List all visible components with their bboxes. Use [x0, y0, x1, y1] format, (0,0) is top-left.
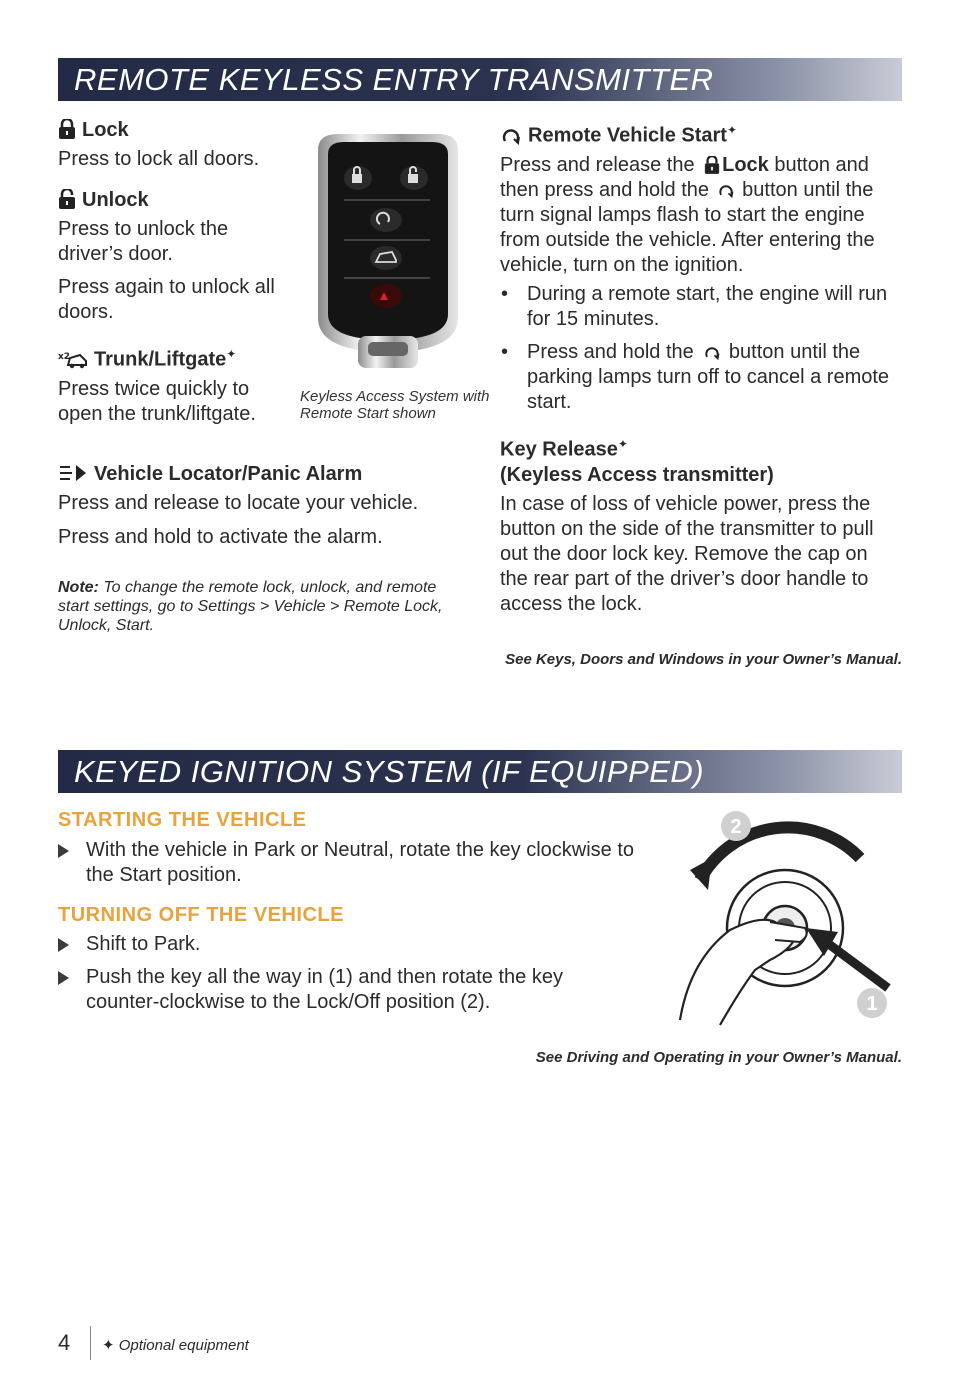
- key-release-subheading: (Keyless Access transmitter): [500, 463, 774, 486]
- turning-off-heading: TURNING OFF THE VEHICLE: [58, 904, 344, 926]
- note-label: Note:: [58, 579, 99, 596]
- callout-1: 1: [866, 993, 878, 1015]
- locator-block: [58, 462, 468, 550]
- note-text: To change the remote lock, unlock, and remote start settings, go to Settings > Vehicle > Remote Lock, Unlock, Start.: [58, 579, 443, 634]
- bullet-arrow-icon: [58, 971, 69, 985]
- key-release-text: In case of loss of vehicle power, press the button on the side of the transmitter to pull out the door lock key. Remove the cap on the rear part of the driver’s door handle to access the lock.: [500, 492, 874, 615]
- unlock-heading: Unlock: [82, 189, 149, 211]
- callout-2: 2: [730, 816, 742, 838]
- note: [58, 578, 458, 635]
- bullet-text: button until the parking lamps turn off to cancel a remote start.: [527, 341, 890, 413]
- page-number: 4: [58, 1330, 71, 1355]
- optional-mark: ✦: [102, 1337, 115, 1354]
- remote-start-icon: [703, 343, 721, 361]
- bullet-text: During a remote start, the engine will run for 15 minutes.: [527, 283, 888, 330]
- remote-start-bullet-2: • Press and hold the button until the parking lamps turn off to cancel a remote start.: [501, 341, 890, 413]
- see-manual-ref-2: See Driving and Operating in your Owner’s Manual.: [535, 1049, 902, 1066]
- optional-equipment-label: Optional equipment: [118, 1337, 249, 1354]
- vehicle-locator-icon: [58, 463, 88, 483]
- locator-text-1: Press and release to locate your vehicle.: [58, 492, 419, 514]
- bullet-arrow-icon: [58, 938, 69, 952]
- unlock-text-2: Press again to unlock all doors.: [58, 276, 275, 323]
- unlock-text-1: Press to unlock the driver’s door.: [58, 218, 229, 265]
- footer-divider: [90, 1326, 91, 1360]
- fob-caption: Keyless Access System with Remote Start shown: [300, 388, 490, 422]
- trunk-text: Press twice quickly to open the trunk/liftgate.: [58, 377, 256, 425]
- optional-mark: ✦: [226, 347, 237, 361]
- bullet-text: Press and hold the: [527, 341, 694, 363]
- lock-text: Press to lock all doors.: [58, 148, 260, 170]
- remote-start-lock-word: Lock: [722, 153, 769, 176]
- trunk-heading: Trunk/Liftgate: [94, 348, 227, 371]
- see-manual-ref-1: See Keys, Doors and Windows in your Owner’s Manual.: [505, 651, 902, 668]
- remote-start-text: [500, 153, 900, 278]
- section-title-remote-keyless: REMOTE KEYLESS ENTRY TRANSMITTER: [58, 58, 902, 101]
- off-bullet-1: [86, 932, 656, 957]
- footer-optional: [102, 1333, 249, 1358]
- key-release-block: [500, 432, 900, 617]
- bullet-text: Push the key all the way in (1) and then rotate the key counter-clockwise to the Lock/Off position (2).: [86, 966, 563, 1013]
- remote-start-text-b: button and then press and hold the: [500, 153, 869, 201]
- remote-start-text-a: Press and release the: [500, 153, 695, 176]
- lock-block: [58, 118, 278, 172]
- bullet-text: With the vehicle in Park or Neutral, rotate the key clockwise to the Start position.: [86, 839, 635, 886]
- remote-start-text-c: button until the turn signal lamps flash to start the engine from outside the vehicle. After entering the vehicle, turn on the ignition.: [500, 178, 875, 276]
- lock-heading: Lock: [82, 119, 129, 141]
- remote-start-bullet-1: • During a remote start, the engine will run for 15 minutes.: [501, 283, 888, 330]
- unlock-icon: [58, 189, 76, 209]
- trunk-icon: [58, 349, 88, 369]
- off-bullet-2: [86, 965, 626, 1015]
- bullet-text: Shift to Park.: [86, 933, 201, 955]
- locator-heading: Vehicle Locator/Panic Alarm: [94, 463, 363, 485]
- starting-bullet: [86, 838, 656, 888]
- ignition-illustration: [660, 810, 900, 1035]
- key-release-heading: Key Release: [500, 438, 618, 461]
- key-fob-image: [298, 128, 480, 378]
- lock-icon: [58, 119, 76, 139]
- starting-heading: STARTING THE VEHICLE: [58, 809, 307, 831]
- locator-text-2: Press and hold to activate the alarm.: [58, 526, 383, 548]
- remote-start-icon: [500, 125, 522, 145]
- optional-mark: ✦: [617, 437, 628, 451]
- trunk-block: [58, 342, 258, 427]
- remote-start-heading: Remote Vehicle Start: [528, 124, 727, 147]
- remote-start-block: [500, 118, 900, 278]
- svg-text:x2: x2: [58, 351, 71, 362]
- optional-mark: ✦: [726, 123, 738, 137]
- bullet-arrow-icon: [58, 844, 69, 858]
- section-title-keyed-ignition: KEYED IGNITION SYSTEM (IF EQUIPPED): [58, 750, 902, 793]
- lock-icon: [704, 156, 720, 174]
- unlock-block: [58, 188, 278, 325]
- remote-start-icon: [717, 181, 735, 199]
